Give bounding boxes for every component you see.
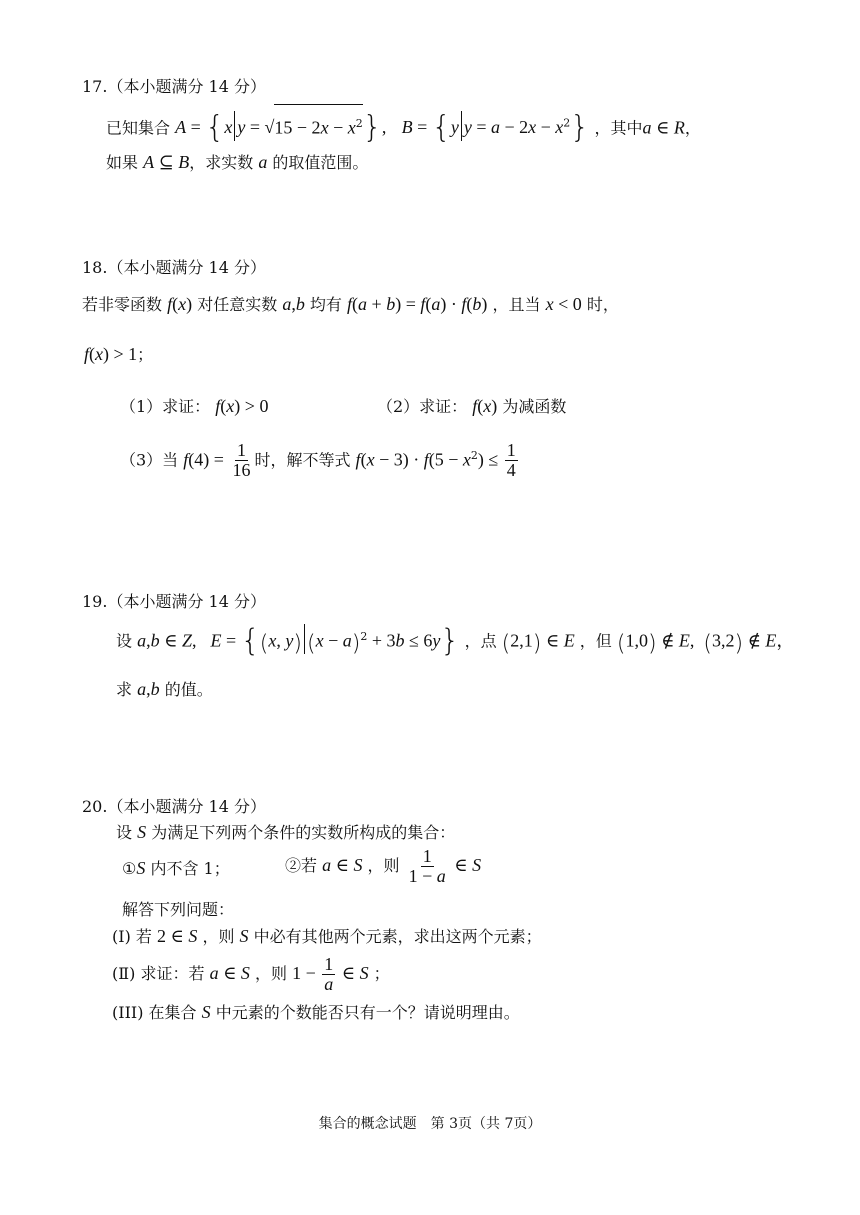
- q18-line2: f(x) > 1；: [84, 344, 154, 364]
- q20-intro-a: 设: [116, 823, 133, 842]
- q20-part3-b: 中元素的个数能否只有一个？请说明理由。: [215, 1003, 520, 1022]
- q20-part2-a: 求证：若: [140, 964, 205, 983]
- q20-part2-c: ；: [373, 964, 390, 983]
- q17-line2: 如果 A ⊆ B，求实数 a 的取值范围。: [106, 152, 369, 172]
- q20-part1: (Ⅰ) 若 2 ∈ S ，则 S 中必有其他两个元素，求出这两个元素；: [112, 926, 542, 946]
- q19-p3: ，但: [579, 631, 612, 651]
- q17-set-a: A = {x $y = √15 - 2x - x^2$},: [175, 118, 386, 137]
- q17-line2-b: ，求实数: [189, 153, 254, 172]
- q20-part2-label: (Ⅱ): [112, 964, 136, 983]
- q20-part1-a: 若: [135, 927, 152, 946]
- q19-line2-b: 的值。: [164, 680, 213, 699]
- q17-mid: ，其中: [594, 118, 643, 138]
- q19-p1: 设: [116, 631, 133, 651]
- q17-set-b: B = {y $y = a - 2x - x^2$}: [401, 110, 590, 146]
- q18-part3-b: 时，解不等式: [254, 450, 351, 470]
- q18-part3: （3）当 f(4) = $\frac{1}{16}$ 时，解不等式 $f(x - 3) \cdot f(5 - x^2)$ ≤ $\frac{1}{4}$: [120, 440, 516, 481]
- q20-cond2-b: ，则: [367, 856, 400, 875]
- q17-line2-a: 如果: [106, 153, 139, 172]
- q19-line2-a: 求: [116, 680, 133, 699]
- q20-part3-label: (III): [112, 1003, 144, 1022]
- q18-p5: 时，: [586, 295, 619, 314]
- q18-part1-label: （1）求证：: [120, 397, 211, 416]
- q19-line2: 求 a,b 的值。: [116, 679, 213, 699]
- q20-cond1: ①S 内不含 1；: [122, 858, 230, 878]
- q20-part2-b: ，则: [254, 964, 287, 983]
- fraction-1-16: $\frac{1}{16}$: [232, 440, 251, 481]
- q20-cond1-b: 内不含 1；: [150, 859, 230, 878]
- q20-part1-label: (Ⅰ): [112, 927, 131, 946]
- q20-part2: (Ⅱ) 求证：若 a ∈ S ，则 1 − $\frac{1}{a}$ ∈ S ；: [112, 954, 390, 994]
- q18-part2-tail: 为减函数: [502, 397, 567, 416]
- fraction-1-4: $\frac{1}{4}$: [506, 440, 516, 481]
- q18-part2-label: （2）求证：: [377, 397, 468, 416]
- q20-intro-b: 为满足下列两个条件的实数所构成的集合：: [151, 823, 456, 842]
- q20-cond2-a: ②若: [285, 856, 318, 875]
- q18-p4: ，且当: [492, 295, 541, 314]
- page-footer: 集合的概念试题 第 3页（共 7页）: [318, 1116, 542, 1132]
- q20-part3-a: 在集合: [148, 1003, 197, 1022]
- q18-part3-a: （3）当: [120, 450, 179, 470]
- q17-tail: ，: [684, 118, 701, 138]
- q19-line1: 设 a,b ∈ Z, E = {(x, y) $(x - a)^2 + 3b \le 6y$} ，点 (2,1) ∈ E ，但 (1,0) ∉ E, (3,2) ∉ E，: [116, 623, 795, 659]
- q17-line2-c: 的取值范围。: [272, 153, 369, 172]
- q18-p1: 若非零函数: [82, 295, 163, 314]
- q20-cond2: ②若 a ∈ S ，则 $\frac{1}{1 - a}$ ∈ S: [285, 846, 482, 886]
- q17-intro: 已知集合: [106, 118, 171, 138]
- q20-cond1-a: ①: [122, 859, 137, 878]
- q18-part2: （2）求证： f(x) 为减函数: [377, 396, 567, 416]
- q20-intro: 设 S 为满足下列两个条件的实数所构成的集合：: [116, 822, 456, 842]
- q20-answer: 解答下列问题：: [122, 900, 235, 919]
- q18-title: 18.（本小题满分 14 分）: [82, 258, 266, 277]
- q20-part1-b: ，则: [202, 927, 235, 946]
- fraction-1-over-a: $\frac{1}{a}$: [324, 954, 334, 994]
- q17-line1: 已知集合 A = {x $y = √15 - 2x - x^2$}, B = {y $y = a - 2x - x^2$} ，其中a ∈ R，: [106, 104, 701, 146]
- q18-line1: 若非零函数 f(x) 对任意实数 a,b 均有 f(a + b) = f(a) · f(b) ，且当 x < 0 时，: [82, 294, 619, 314]
- q17-title: 17.（本小题满分 14 分）: [82, 77, 266, 96]
- q18-p3: 均有: [309, 295, 342, 314]
- fraction-1-over-1-minus-a: $\frac{1}{1 - a}$: [408, 846, 446, 886]
- q19-title: 19.（本小题满分 14 分）: [82, 592, 266, 611]
- q18-part1: （1）求证： f(x) > 0: [120, 396, 269, 416]
- q20-part1-c: 中必有其他两个元素，求出这两个元素；: [253, 927, 542, 946]
- q18-line2-tail: ；: [137, 345, 154, 364]
- q19-p2: ，点: [464, 631, 497, 651]
- q20-title: 20.（本小题满分 14 分）: [82, 797, 266, 816]
- q18-p2: 对任意实数: [197, 295, 278, 314]
- q20-part3: (III) 在集合 S 中元素的个数能否只有一个？请说明理由。: [112, 1002, 520, 1022]
